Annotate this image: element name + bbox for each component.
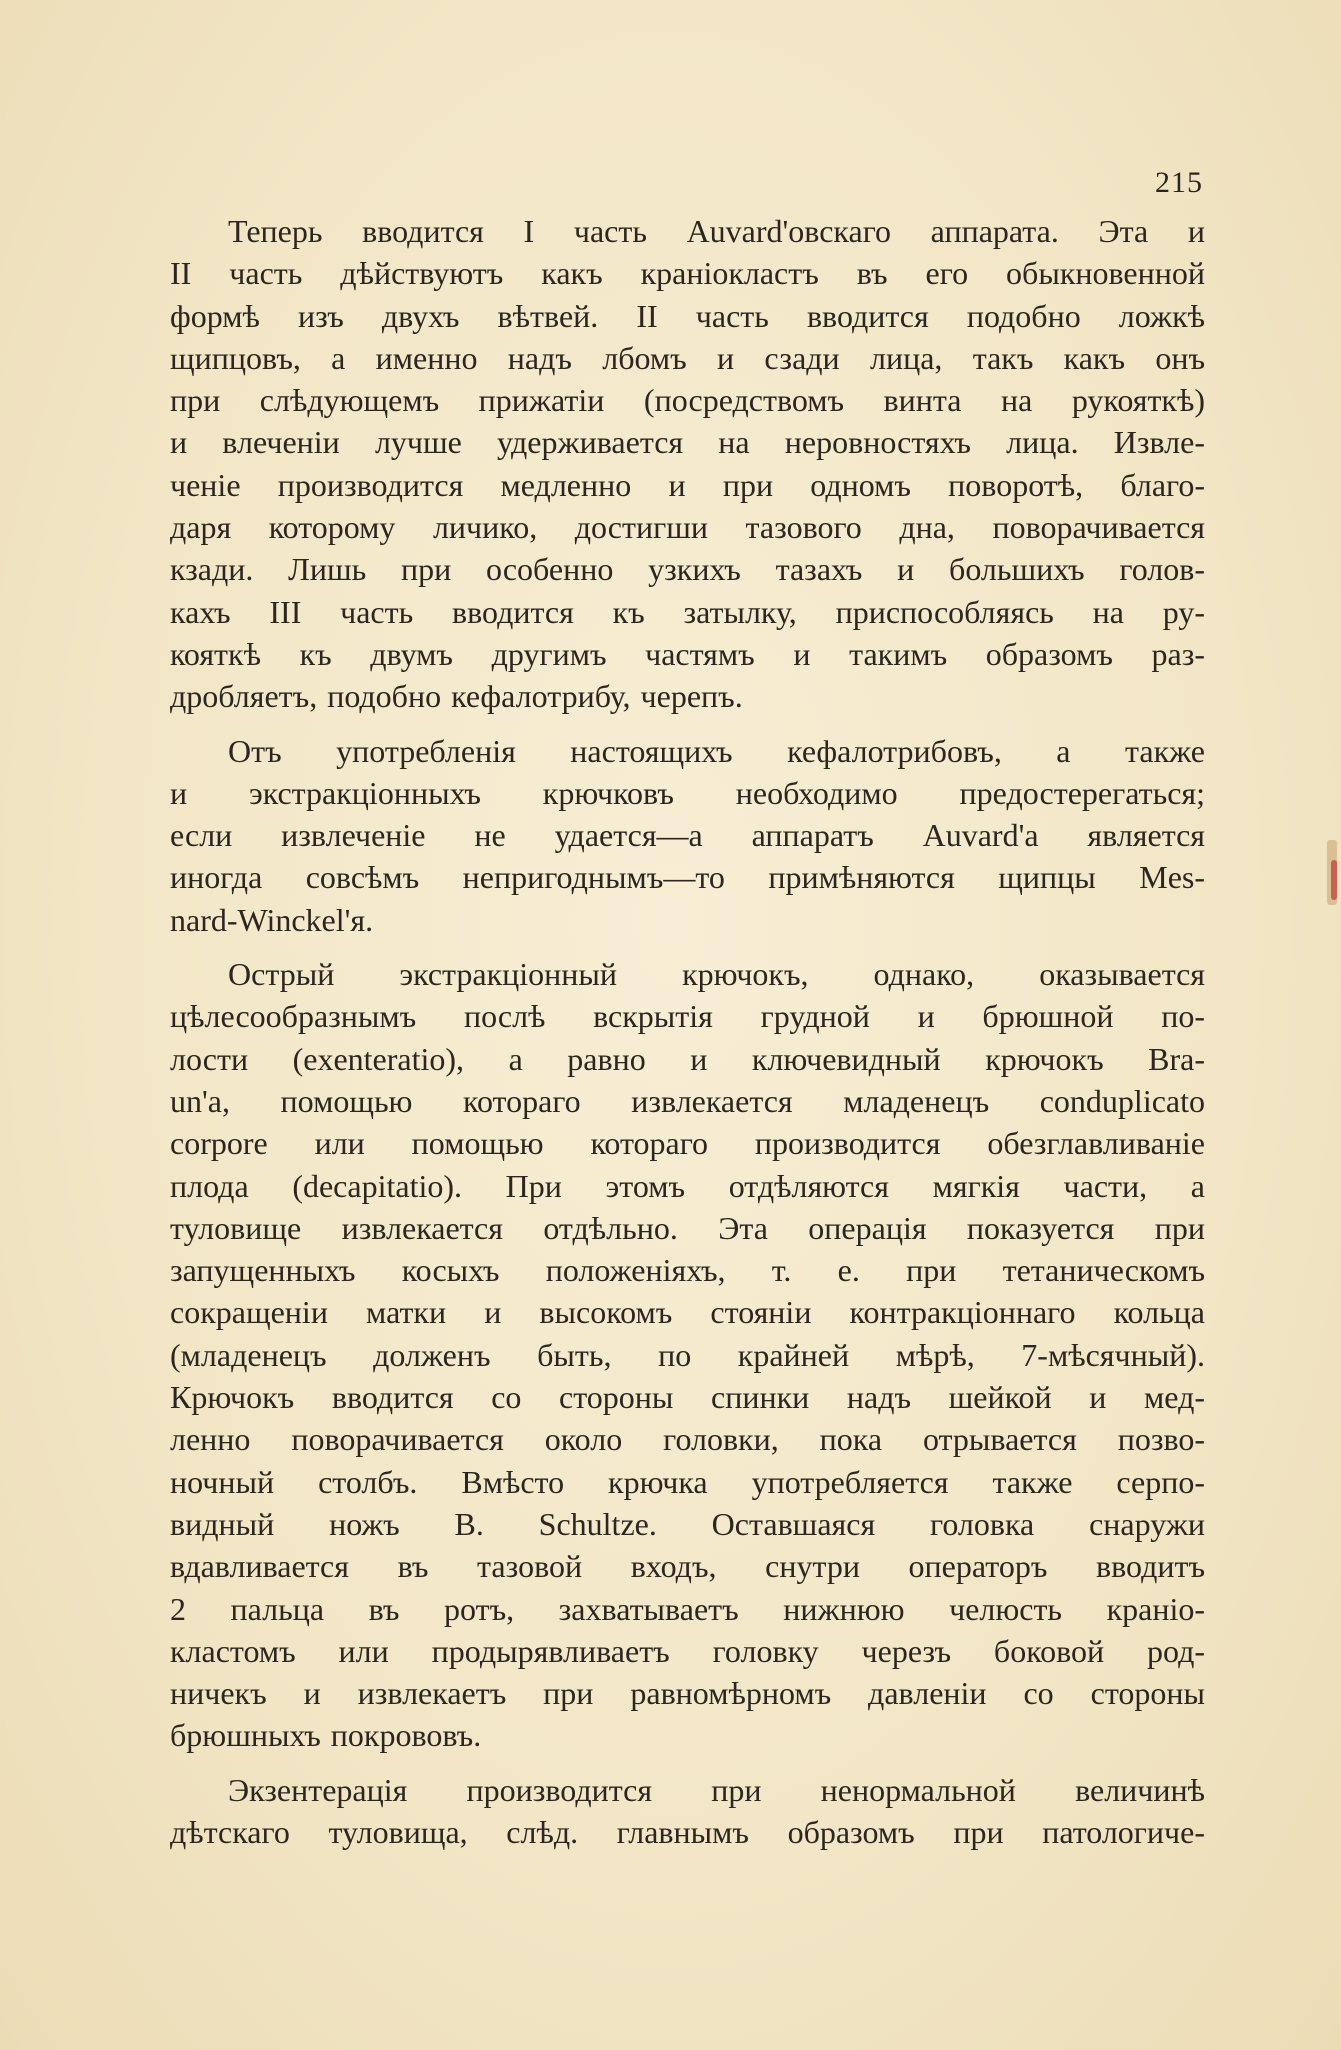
text-line: сокращеніи матки и высокомъ стояніи контракціоннаго кольца	[170, 1294, 1205, 1331]
text-line: иногда совсѣмъ непригоднымъ—то примѣняются щипцы Mes-	[170, 859, 1205, 896]
paragraph-2	[170, 730, 1205, 941]
body-text	[170, 210, 1205, 1865]
text-line: кластомъ или продырявливаетъ головку черезъ боковой род-	[170, 1632, 1205, 1669]
text-line: ленно поворачивается около головки, пока отрывается позво-	[170, 1421, 1205, 1458]
text-line: ночный столбъ. Вмѣсто крючка употребляется также серпо-	[170, 1463, 1205, 1500]
text-line: 2 пальца въ ротъ, захватываетъ нижнюю челюсть краніо-	[170, 1590, 1205, 1627]
text-line: дробляетъ, подобно кефалотрибу, черепъ.	[170, 678, 743, 715]
text-line: кахъ III часть вводится къ затылку, приспособляясь на ру-	[170, 593, 1205, 630]
text-line: Острый экстракціонный крючокъ, однако, оказывается	[228, 956, 1205, 993]
paragraph-1	[170, 210, 1205, 718]
paragraph-3	[170, 953, 1205, 1757]
text-line: даря которому личико, достигши тазового дна, поворачивается	[170, 509, 1205, 546]
text-line: и экстракціонныхъ крючковъ необходимо предостерегаться;	[170, 774, 1205, 811]
text-line: лости (exenteratio), а равно и ключевидный крючокъ Bra-	[170, 1040, 1205, 1077]
text-line: плода (decapitatio). При этомъ отдѣляются мягкія части, а	[170, 1167, 1205, 1204]
text-line: corpore или помощью котораго производится обезглавливаніе	[170, 1125, 1205, 1162]
page-edge-tab	[1331, 860, 1337, 900]
text-line: формѣ изъ двухъ вѣтвей. II часть вводится подобно ложкѣ	[170, 297, 1205, 334]
text-line: (младенецъ долженъ быть, по крайней мѣрѣ, 7-мѣсячный).	[170, 1336, 1205, 1373]
text-line: ченіе производится медленно и при одномъ поворотѣ, благо-	[170, 466, 1205, 503]
text-line: вдавливается въ тазовой входъ, снутри операторъ вводитъ	[170, 1548, 1205, 1585]
text-line: кояткѣ къ двумъ другимъ частямъ и такимъ образомъ раз-	[170, 635, 1205, 672]
text-line: цѣлесообразнымъ послѣ вскрытія грудной и брюшной по-	[170, 998, 1205, 1035]
paragraph-4	[170, 1769, 1205, 1854]
text-line: Теперь вводится I часть Auvard'овскаго аппарата. Эта и	[228, 213, 1205, 249]
text-line: видный ножъ B. Schultze. Оставшаяся головка снаружи	[170, 1505, 1205, 1542]
text-line: дѣтскаго туловища, слѣд. главнымъ образомъ при патологиче-	[170, 1813, 1205, 1850]
text-line: кзади. Лишь при особенно узкихъ тазахъ и большихъ голов-	[170, 551, 1205, 588]
text-line: брюшныхъ покрововъ.	[170, 1717, 482, 1754]
text-line: туловище извлекается отдѣльно. Эта операція показуется при	[170, 1209, 1205, 1246]
page-number: 215	[1155, 166, 1203, 199]
text-line: щипцовъ, а именно надъ лбомъ и сзади лица, такъ какъ онъ	[170, 339, 1205, 376]
text-line: запущенныхъ косыхъ положеніяхъ, т. е. при тетаническомъ	[170, 1252, 1205, 1289]
text-line: Экзентерація производится при ненормальной величинѣ	[228, 1771, 1205, 1808]
text-line: при слѣдующемъ прижатіи (посредствомъ винта на рукояткѣ)	[170, 382, 1205, 419]
text-line: Отъ употребленія настоящихъ кефалотрибовъ, а также	[228, 732, 1205, 769]
text-line: если извлеченіе не удается—а аппаратъ Auvard'а является	[170, 817, 1205, 854]
text-line: II часть дѣйствуютъ какъ краніокластъ въ его обыкновенной	[170, 255, 1205, 292]
text-line: un'a, помощью котораго извлекается младенецъ conduplicato	[170, 1082, 1205, 1119]
text-line: nard-Winckel'я.	[170, 901, 374, 938]
text-line: Крючокъ вводится со стороны спинки надъ шейкой и мед-	[170, 1379, 1205, 1416]
text-line: ничекъ и извлекаетъ при равномѣрномъ давленіи со стороны	[170, 1675, 1205, 1712]
text-line: и влеченіи лучше удерживается на неровностяхъ лица. Извле-	[170, 424, 1205, 461]
